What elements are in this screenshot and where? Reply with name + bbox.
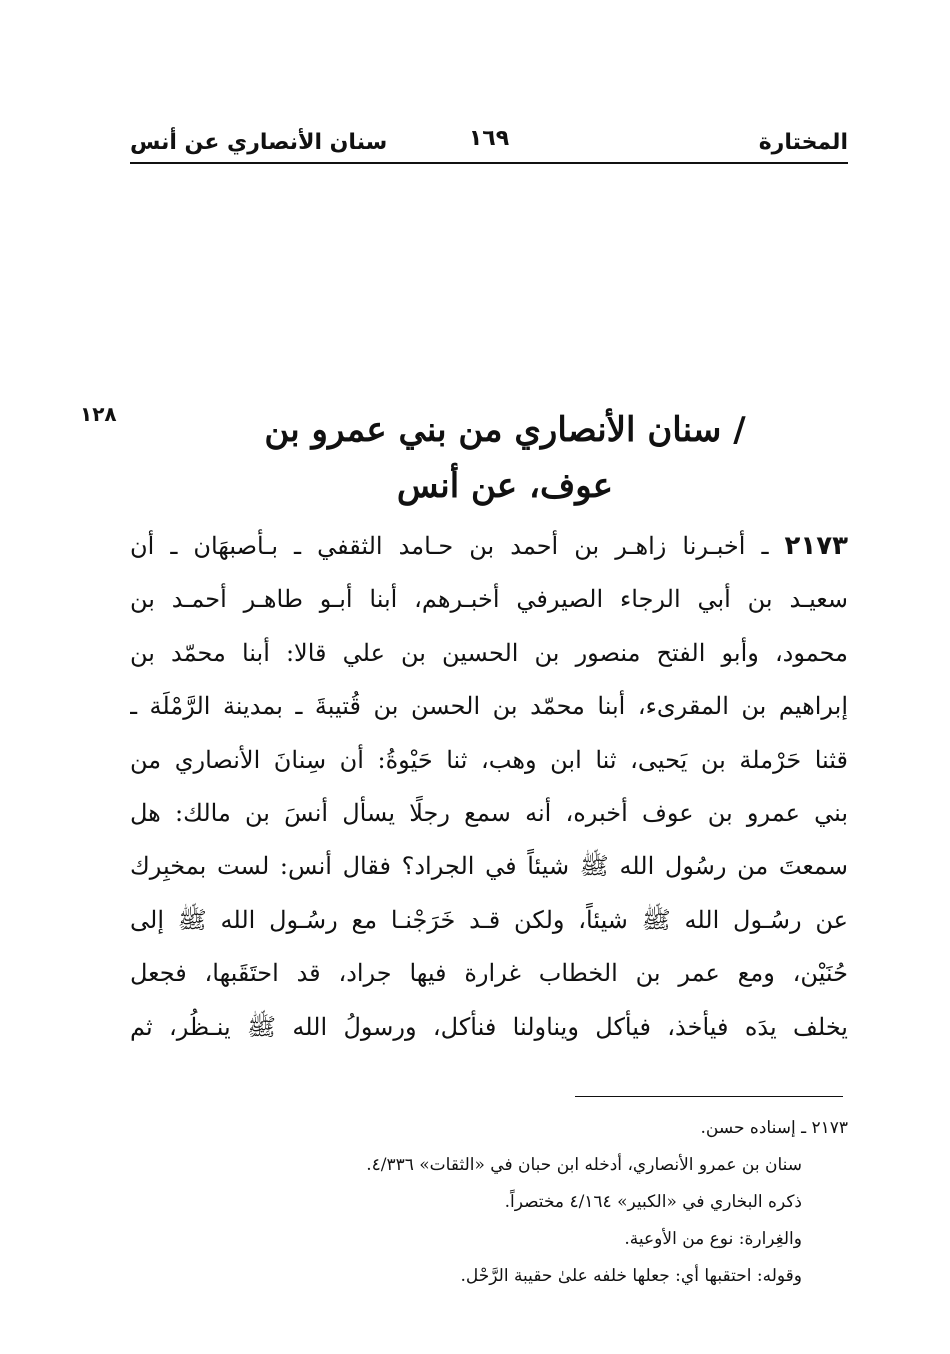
- footnotes: [130, 1110, 848, 1295]
- footnote-line: [130, 1110, 848, 1147]
- book-title: المختارة: [758, 130, 848, 155]
- section-title: [200, 402, 810, 514]
- hadith-line: إبراهيم بن المقرىء، أبنا محمّد بن الحسن بن قُتيبةَ ـ بمدينة الرَّمْلَة ـ: [130, 692, 848, 721]
- hadith-line: سعيـد بن أبي الرجاء الصيرفي أخبـرهم، أبنا أبـو طاهـر أحمـد بن: [130, 585, 848, 614]
- hadith-text: [130, 520, 848, 1054]
- hadith-line: سمعتَ من رسُول الله ﷺ شيئاً في الجراد؟ فقال أنس: لست بمخبِرك: [130, 852, 848, 881]
- footnote-line: سنان بن عمرو الأنصاري، أدخله ابن حبان في «الثقات» ٤/٣٣٦.: [366, 1155, 802, 1175]
- hadith-line: محمود، وأبو الفتح منصور بن الحسين بن علي قالا: أبنا محمّد بن: [130, 638, 848, 667]
- hadith-line: بني عمرو بن عوف أخبره، أنه سمع رجلًا يسأل أنسَ بن مالك: هل: [130, 798, 848, 827]
- margin-number: ١٢٨: [80, 402, 117, 426]
- footnote-line: ذكره البخاري في «الكبير» ٤/١٦٤ مختصراً.: [504, 1192, 802, 1212]
- hadith-line: [130, 520, 848, 573]
- hadith-line: قثنا حَرْملة بن يَحيى، ثنا ابن وهب، ثنا حَيْوةُ: أن سِنانَ الأنصاري من: [130, 745, 848, 774]
- footnote-line: وقوله: احتقبها أي: جعلها خلفه علىٰ حقيبة الرَّحْل.: [460, 1266, 802, 1286]
- chapter-title: سنان الأنصاري عن أنس: [130, 130, 388, 155]
- running-header: [130, 126, 848, 162]
- hadith-line: عن رسُـول الله ﷺ شيئاً، ولكن قـد خَرَجْنـا مع رسُـول الله ﷺ إلى: [130, 905, 848, 934]
- footnote-text: ـ إسناده حسن.: [700, 1118, 812, 1138]
- hadith-line-text: ـ أخبـرنا زاهـر بن أحمد بن حـامد الثقفي ـ بـأصبهَان ـ أن: [130, 532, 785, 560]
- header-rule: [130, 162, 848, 164]
- footnote-line: والغِرارة: نوع من الأوعية.: [624, 1229, 802, 1249]
- footnote-rule: [575, 1096, 843, 1097]
- hadith-number: ٢١٧٣: [784, 531, 848, 561]
- hadith-line: حُنَيْن، ومع عمر بن الخطاب غرارة فيها جراد، قد احتَقَبها، فجعل: [130, 959, 848, 988]
- section-title-line: / سنان الأنصاري من بني عمرو بن: [264, 410, 746, 450]
- section-title-line: عوف، عن أنس: [396, 466, 614, 506]
- footnote-number: ٢١٧٣: [811, 1118, 848, 1138]
- page-number: ١٦٩: [468, 126, 510, 151]
- hadith-line: يخلف يدَه فيأخذ، فيأكل ويناولنا فنأكل، ورسولُ الله ﷺ ينـظُر، ثم: [130, 1012, 848, 1041]
